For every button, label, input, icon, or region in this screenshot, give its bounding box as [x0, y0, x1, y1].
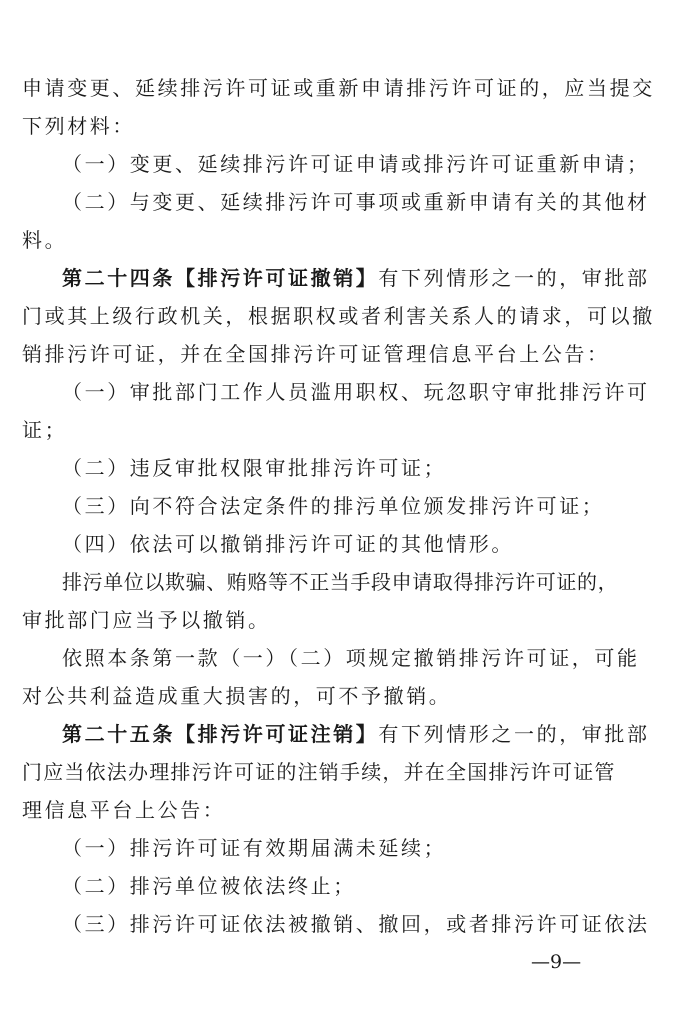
- text-line: 销排污许可证，并在全国排污许可证管理信息平台上公告：: [22, 342, 610, 366]
- article-25-title: 第二十五条【排污许可证注销】: [62, 722, 379, 746]
- text-line: （二）排污单位被依法终止；: [62, 874, 356, 898]
- text-line: （一）排污许可证有效期届满未延续；: [62, 836, 447, 860]
- article-24-text: 有下列情形之一的，审批部: [378, 266, 650, 290]
- article-24-title: 第二十四条【排污许可证撤销】: [62, 266, 379, 290]
- text-line: 申请变更、延续排污许可证或重新申请排污许可证的，应当提交: [22, 76, 655, 100]
- text-line: 门应当依法办理排污许可证的注销手续，并在全国排污许可证管: [22, 760, 616, 784]
- text-line: （四）依法可以撤销排污许可证的其他情形。: [62, 532, 514, 556]
- text-line: （二）违反审批权限审批排污许可证；: [62, 456, 447, 480]
- article-25-text: 有下列情形之一的，审批部: [378, 722, 650, 746]
- text-line: 依照本条第一款（一）（二）项规定撤销排污许可证，可能: [62, 646, 640, 670]
- text-line: 证；: [22, 418, 68, 442]
- text-line: 审批部门应当予以撤销。: [22, 608, 271, 632]
- text-line: （二）与变更、延续排污许可事项或重新申请有关的其他材: [62, 190, 650, 214]
- text-line: 排污单位以欺骗、贿赂等不正当手段申请取得排污许可证的，: [62, 570, 619, 594]
- text-line: 对公共利益造成重大损害的，可不予撤销。: [22, 684, 452, 708]
- text-line: （三）向不符合法定条件的排污单位颁发排污许可证；: [62, 494, 605, 518]
- text-line: 门或其上级行政机关，根据职权或者利害关系人的请求，可以撤: [22, 304, 655, 328]
- text-line: （一）审批部门工作人员滥用职权、玩忽职守审批排污许可: [62, 380, 650, 404]
- page-number: —9—: [531, 951, 582, 973]
- text-line: 理信息平台上公告：: [22, 798, 226, 822]
- text-line: 下列材料：: [22, 114, 135, 138]
- article-24-heading-line: [62, 266, 662, 290]
- text-line: 料。: [22, 228, 68, 252]
- article-25-heading-line: [62, 722, 662, 746]
- text-line: （三）排污许可证依法被撤销、撤回，或者排污许可证依法: [62, 912, 650, 936]
- text-line: （一）变更、延续排污许可证申请或排污许可证重新申请；: [62, 152, 650, 176]
